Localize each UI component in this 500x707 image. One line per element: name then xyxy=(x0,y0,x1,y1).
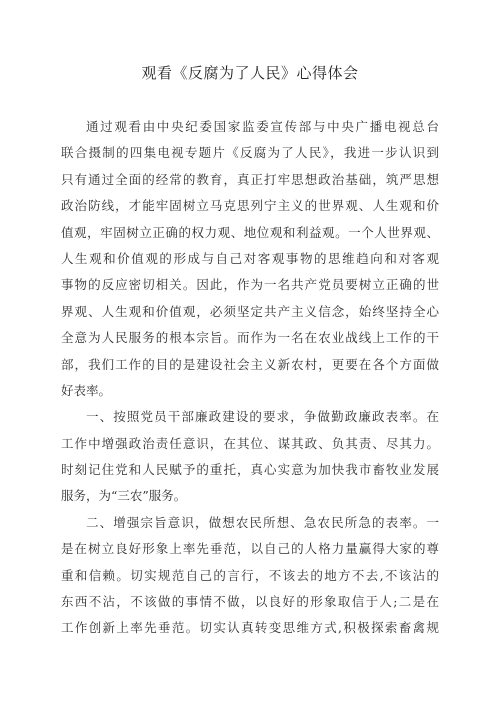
body-line-text: 联合摄制的四集电视专题片《反腐为了人民》，我进一步认识到 xyxy=(61,145,439,161)
body-line xyxy=(61,457,439,483)
body-line-text: 时刻记住党和人民赋予的重托，真心实意为加快我市畜牧业发展 xyxy=(61,462,439,478)
body-line-text: 工作中增强政治责任意识，在其位、谋其政、负其责、尽其力。 xyxy=(61,435,439,451)
body-line xyxy=(61,563,439,589)
body-line-text: 是在树立良好形象上率先垂范，以自己的人格力量赢得大家的尊 xyxy=(61,541,439,557)
body-line-text: 值观，牢固树立正确的权力观、地位观和利益观。一个人世界观、 xyxy=(61,224,439,240)
body-line xyxy=(61,510,439,536)
body-line-text: 二、增强宗旨意识，做想农民所想、急农民所急的表率。一 xyxy=(86,514,439,530)
body-line-text: 人生观和价值观的形成与自己对客观事物的思维趋向和对客观 xyxy=(61,250,439,266)
body-line xyxy=(61,483,439,509)
body-line-text: 通过观看由中央纪委国家监委宣传部与中央广播电视总台 xyxy=(86,119,439,134)
document-body xyxy=(61,114,439,642)
body-line-text: 政治防线，才能牢固树立马克思列宁主义的世界观、人生观和价 xyxy=(61,198,439,214)
body-line xyxy=(61,378,439,404)
body-line xyxy=(61,193,439,219)
body-line-text: 服务，为“三农”服务。 xyxy=(61,488,187,504)
body-line xyxy=(61,220,439,246)
body-line-text: 部，我们工作的目的是建设社会主义新农村，更要在各个方面做 xyxy=(61,356,439,372)
body-line-text: 东西不沾，不该做的事情不做，以良好的形象取信于人;二是在 xyxy=(61,594,439,610)
body-line xyxy=(61,114,439,140)
body-line xyxy=(61,431,439,457)
body-line xyxy=(61,167,439,193)
body-line-text: 好表率。 xyxy=(61,382,112,398)
body-line xyxy=(61,299,439,325)
body-line xyxy=(61,589,439,615)
body-line-text: 一、按照党员干部廉政建设的要求，争做勤政廉政表率。在 xyxy=(86,409,439,425)
body-line-text: 全意为人民服务的根本宗旨。而作为一名在农业战线上工作的干 xyxy=(61,330,439,346)
body-line-text: 重和信赖。切实规范自己的言行，不该去的地方不去,不该沾的 xyxy=(61,567,439,583)
body-line xyxy=(61,272,439,298)
body-line xyxy=(61,246,439,272)
body-line xyxy=(61,352,439,378)
body-line-text: 只有通过全面的经常的教育，真正打牢思想政治基础，筑严思想 xyxy=(61,171,439,187)
body-line-text: 事物的反应密切相关。因此，作为一名共产党员要树立正确的世 xyxy=(61,277,439,293)
body-line xyxy=(61,325,439,351)
body-line xyxy=(61,615,439,641)
body-line xyxy=(61,140,439,166)
body-line xyxy=(61,404,439,430)
document-title: 观看《反腐为了人民》心得体会 xyxy=(141,64,359,82)
body-line xyxy=(61,536,439,562)
body-line-text: 界观、人生观和价值观，必须坚定共产主义信念，始终坚持全心 xyxy=(61,303,439,319)
body-line-text: 工作创新上率先垂范。切实认真转变思维方式,积极探索畜禽规 xyxy=(61,620,439,636)
